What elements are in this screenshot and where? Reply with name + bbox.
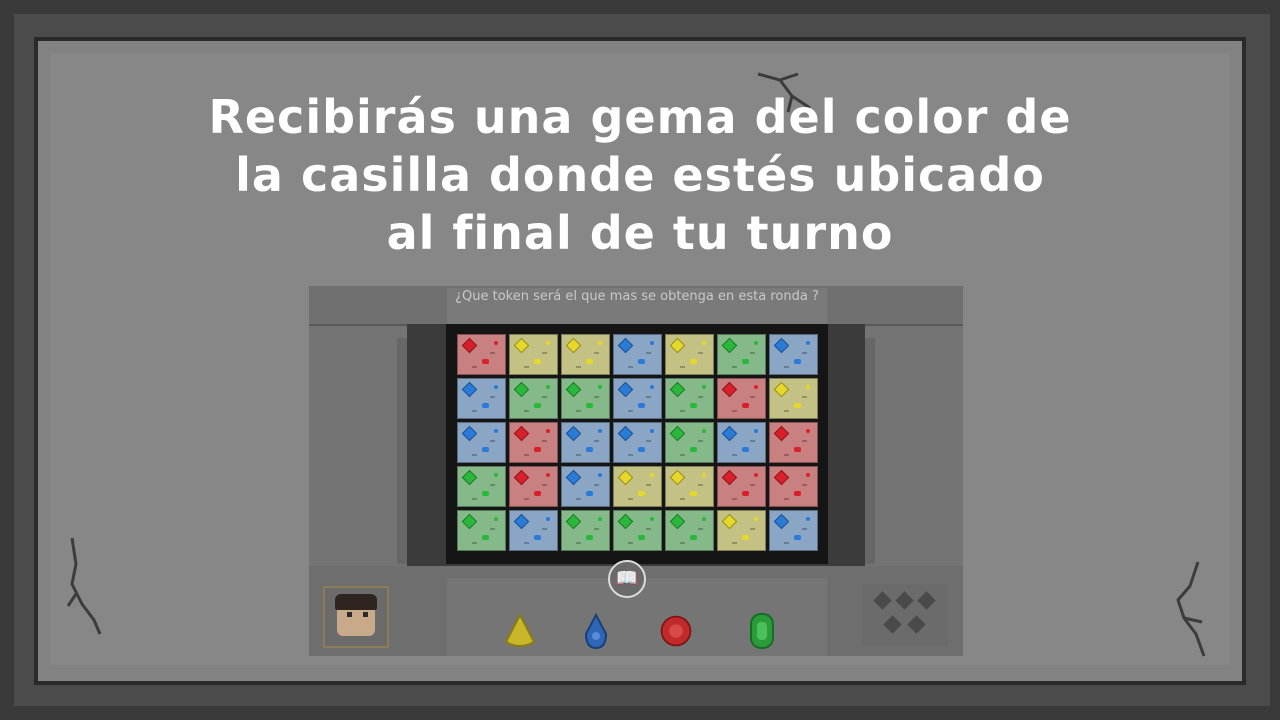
- yellow-gem-icon: [670, 338, 686, 354]
- blue-gem-icon: [618, 338, 634, 354]
- board-tile-red[interactable]: [717, 466, 766, 507]
- board-tile-green[interactable]: [457, 466, 506, 507]
- board-tile-green[interactable]: [561, 510, 610, 551]
- blue-gem-icon: [618, 426, 634, 442]
- board-tile-yellow[interactable]: [665, 334, 714, 375]
- green-gem-icon: [670, 514, 686, 530]
- board-tile-red[interactable]: [509, 422, 558, 463]
- green-gem-icon: [462, 514, 478, 530]
- board-tile-blue[interactable]: [561, 466, 610, 507]
- green-gem-icon: [566, 514, 582, 530]
- board-tile-green[interactable]: [665, 378, 714, 419]
- dice-icon[interactable]: [862, 584, 948, 646]
- red-gem-icon: [774, 470, 790, 486]
- yellow-gem-icon: [774, 382, 790, 398]
- board-tile-red[interactable]: [717, 378, 766, 419]
- red-token[interactable]: [659, 612, 693, 650]
- green-gem-icon: [566, 382, 582, 398]
- game-board: [446, 324, 828, 564]
- green-gem-icon: [618, 514, 634, 530]
- yellow-gem-icon: [618, 470, 634, 486]
- green-gem-icon: [670, 382, 686, 398]
- board-tile-yellow[interactable]: [717, 510, 766, 551]
- green-gem-icon: [670, 426, 686, 442]
- green-gem-icon: [462, 470, 478, 486]
- board-tile-green[interactable]: [457, 510, 506, 551]
- crack-decoration-left: [62, 534, 112, 644]
- player-portrait[interactable]: [323, 586, 389, 648]
- red-gem-icon: [514, 426, 530, 442]
- board-tile-blue[interactable]: [457, 422, 506, 463]
- board-tile-green[interactable]: [613, 510, 662, 551]
- crack-decoration-right: [1168, 556, 1218, 666]
- board-tile-yellow[interactable]: [613, 466, 662, 507]
- red-gem-icon: [462, 338, 478, 354]
- instruction-title: [140, 88, 1140, 262]
- yellow-token[interactable]: [503, 612, 537, 650]
- yellow-gem-icon: [670, 470, 686, 486]
- board-tile-blue[interactable]: [561, 422, 610, 463]
- board-tile-blue[interactable]: [717, 422, 766, 463]
- game-screenshot: [309, 286, 963, 656]
- yellow-gem-icon: [514, 338, 530, 354]
- blue-gem-icon: [462, 382, 478, 398]
- title-line-2: la casilla donde estés ubicado: [235, 148, 1045, 202]
- board-tile-green[interactable]: [665, 422, 714, 463]
- board-tile-green[interactable]: [561, 378, 610, 419]
- blue-token[interactable]: [579, 612, 613, 650]
- blue-gem-icon: [774, 338, 790, 354]
- board-tile-blue[interactable]: [613, 378, 662, 419]
- red-gem-icon: [722, 470, 738, 486]
- board-tile-yellow[interactable]: [561, 334, 610, 375]
- board-tile-blue[interactable]: [509, 510, 558, 551]
- yellow-gem-icon: [566, 338, 582, 354]
- title-line-1: Recibirás una gema del color de: [208, 90, 1072, 144]
- blue-gem-icon: [462, 426, 478, 442]
- board-tile-yellow[interactable]: [509, 334, 558, 375]
- blue-gem-icon: [722, 426, 738, 442]
- yellow-gem-icon: [722, 514, 738, 530]
- book-icon[interactable]: 📖: [608, 560, 646, 598]
- board-tile-red[interactable]: [509, 466, 558, 507]
- red-gem-icon: [514, 470, 530, 486]
- board-tile-blue[interactable]: [769, 334, 818, 375]
- blue-gem-icon: [514, 514, 530, 530]
- board-tile-red[interactable]: [769, 422, 818, 463]
- board-tile-yellow[interactable]: [769, 378, 818, 419]
- board-tile-yellow[interactable]: [665, 466, 714, 507]
- board-tile-green[interactable]: [717, 334, 766, 375]
- board-tile-blue[interactable]: [613, 334, 662, 375]
- green-gem-icon: [514, 382, 530, 398]
- board-tile-green[interactable]: [665, 510, 714, 551]
- board-tile-blue[interactable]: [457, 378, 506, 419]
- red-gem-icon: [722, 382, 738, 398]
- board-tile-blue[interactable]: [769, 510, 818, 551]
- blue-gem-icon: [618, 382, 634, 398]
- board-tile-red[interactable]: [769, 466, 818, 507]
- board-tile-red[interactable]: [457, 334, 506, 375]
- green-token[interactable]: [745, 612, 779, 650]
- board-tile-blue[interactable]: [613, 422, 662, 463]
- red-gem-icon: [774, 426, 790, 442]
- green-gem-icon: [722, 338, 738, 354]
- player-hair: [335, 594, 377, 610]
- player-eye-left: [347, 612, 352, 617]
- blue-gem-icon: [774, 514, 790, 530]
- blue-gem-icon: [566, 470, 582, 486]
- board-tile-green[interactable]: [509, 378, 558, 419]
- title-line-3: al final de tu turno: [386, 206, 894, 260]
- player-eye-right: [363, 612, 368, 617]
- blue-gem-icon: [566, 426, 582, 442]
- question-banner: ¿Que token será el que mas se obtenga en esta ronda ?: [447, 288, 827, 326]
